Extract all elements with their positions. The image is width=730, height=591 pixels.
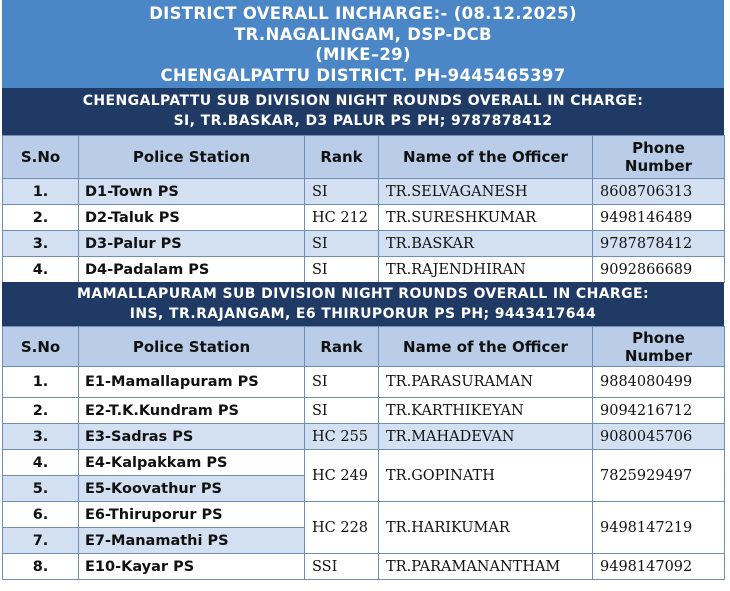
cell-station: E4-Kalpakkam PS bbox=[79, 450, 305, 476]
section2-column-header bbox=[3, 327, 725, 367]
col-phone bbox=[593, 327, 725, 367]
cell-sno: 6. bbox=[3, 502, 79, 528]
cell-sno: 7. bbox=[3, 528, 79, 554]
cell-sno: 5. bbox=[3, 476, 79, 502]
cell-rank: SI bbox=[305, 179, 379, 205]
cell-phone: 9094216712 bbox=[593, 398, 725, 424]
table-row bbox=[3, 554, 725, 580]
cell-station: E2-T.K.Kundram PS bbox=[79, 398, 305, 424]
cell-rank: SI bbox=[305, 398, 379, 424]
cell-rank: SI bbox=[305, 231, 379, 257]
cell-phone: 9884080499 bbox=[593, 367, 725, 398]
section1-table bbox=[2, 135, 725, 283]
col-rank: Rank bbox=[305, 136, 379, 179]
cell-rank: HC 249 bbox=[305, 450, 379, 502]
cell-rank: HC 255 bbox=[305, 424, 379, 450]
cell-sno: 3. bbox=[3, 231, 79, 257]
col-sno: S.No bbox=[3, 136, 79, 179]
cell-officer: TR.KARTHIKEYAN bbox=[379, 398, 593, 424]
col-station: Police Station bbox=[79, 136, 305, 179]
table-row bbox=[3, 502, 725, 528]
cell-station: E3-Sadras PS bbox=[79, 424, 305, 450]
table-row bbox=[3, 205, 725, 231]
section2-title bbox=[2, 282, 724, 326]
section1-title bbox=[2, 88, 724, 135]
cell-station: E7-Manamathi PS bbox=[79, 528, 305, 554]
section1-column-header bbox=[3, 136, 725, 179]
cell-phone: 8608706313 bbox=[593, 179, 725, 205]
cell-phone: 9080045706 bbox=[593, 424, 725, 450]
section2-table bbox=[2, 326, 725, 580]
table-row bbox=[3, 424, 725, 450]
col-name: Name of the Officer bbox=[379, 136, 593, 179]
table-row bbox=[3, 367, 725, 398]
col-rank: Rank bbox=[305, 327, 379, 367]
cell-sno: 8. bbox=[3, 554, 79, 580]
cell-officer: TR.HARIKUMAR bbox=[379, 502, 593, 554]
cell-officer: TR.SURESHKUMAR bbox=[379, 205, 593, 231]
header-line-officer: TR.NAGALINGAM, DSP-DCB bbox=[234, 24, 492, 44]
col-station: Police Station bbox=[79, 327, 305, 367]
cell-officer: TR.SELVAGANESH bbox=[379, 179, 593, 205]
cell-officer: TR.PARASURAMAN bbox=[379, 367, 593, 398]
cell-sno: 2. bbox=[3, 398, 79, 424]
section2-title-line1: MAMALLAPURAM SUB DIVISION NIGHT ROUNDS OVERALL IN CHARGE: bbox=[77, 286, 649, 302]
col-name: Name of the Officer bbox=[379, 327, 593, 367]
cell-sno: 1. bbox=[3, 179, 79, 205]
cell-officer: TR.MAHADEVAN bbox=[379, 424, 593, 450]
cell-station: D4-Padalam PS bbox=[79, 257, 305, 283]
table-row bbox=[3, 231, 725, 257]
col-phone-line1: Phone bbox=[632, 139, 685, 157]
cell-officer: TR.BASKAR bbox=[379, 231, 593, 257]
cell-rank: HC 228 bbox=[305, 502, 379, 554]
cell-phone: 9787878412 bbox=[593, 231, 725, 257]
col-sno: S.No bbox=[3, 327, 79, 367]
cell-phone: 9498146489 bbox=[593, 205, 725, 231]
cell-officer: TR.GOPINATH bbox=[379, 450, 593, 502]
col-phone-line2: Number bbox=[624, 346, 693, 365]
table-row bbox=[3, 257, 725, 283]
cell-station: D1-Town PS bbox=[79, 179, 305, 205]
section1-title-line1: CHENGALPATTU SUB DIVISION NIGHT ROUNDS OVERALL IN CHARGE: bbox=[82, 93, 644, 109]
col-phone-line1: Phone bbox=[632, 328, 685, 347]
district-header bbox=[2, 0, 724, 88]
cell-phone: 9092866689 bbox=[593, 257, 725, 283]
cell-sno: 2. bbox=[3, 205, 79, 231]
cell-station: E5-Koovathur PS bbox=[79, 476, 305, 502]
cell-station: E10-Kayar PS bbox=[79, 554, 305, 580]
table-row bbox=[3, 179, 725, 205]
header-line-district: CHENGALPATTU DISTRICT. PH-9445465397 bbox=[160, 65, 566, 85]
cell-phone: 9498147092 bbox=[593, 554, 725, 580]
cell-station: D2-Taluk PS bbox=[79, 205, 305, 231]
cell-sno: 4. bbox=[3, 257, 79, 283]
cell-phone: 7825929497 bbox=[593, 450, 725, 502]
table-row bbox=[3, 398, 725, 424]
cell-station: E6-Thiruporur PS bbox=[79, 502, 305, 528]
section1-title-line2: SI, TR.BASKAR, D3 PALUR PS PH; 9787878412 bbox=[173, 113, 553, 129]
duty-roster bbox=[2, 0, 724, 591]
cell-rank: SI bbox=[305, 257, 379, 283]
cell-officer: TR.RAJENDHIRAN bbox=[379, 257, 593, 283]
col-phone-line2: Number bbox=[624, 157, 693, 175]
cell-sno: 4. bbox=[3, 450, 79, 476]
table-row bbox=[3, 450, 725, 476]
cell-station: E1-Mamallapuram PS bbox=[79, 367, 305, 398]
cell-sno: 1. bbox=[3, 367, 79, 398]
cell-sno: 3. bbox=[3, 424, 79, 450]
cell-officer: TR.PARAMANANTHAM bbox=[379, 554, 593, 580]
header-line-mike: (MIKE–29) bbox=[315, 45, 411, 64]
cell-rank: SI bbox=[305, 367, 379, 398]
col-phone bbox=[593, 136, 725, 179]
section2-title-line2: INS, TR.RAJANGAM, E6 THIRUPORUR PS PH; 9443417644 bbox=[129, 306, 597, 322]
cell-phone: 9498147219 bbox=[593, 502, 725, 554]
cell-rank: HC 212 bbox=[305, 205, 379, 231]
header-line-date: DISTRICT OVERALL INCHARGE:- (08.12.2025) bbox=[149, 4, 577, 23]
cell-rank: SSI bbox=[305, 554, 379, 580]
cell-station: D3-Palur PS bbox=[79, 231, 305, 257]
